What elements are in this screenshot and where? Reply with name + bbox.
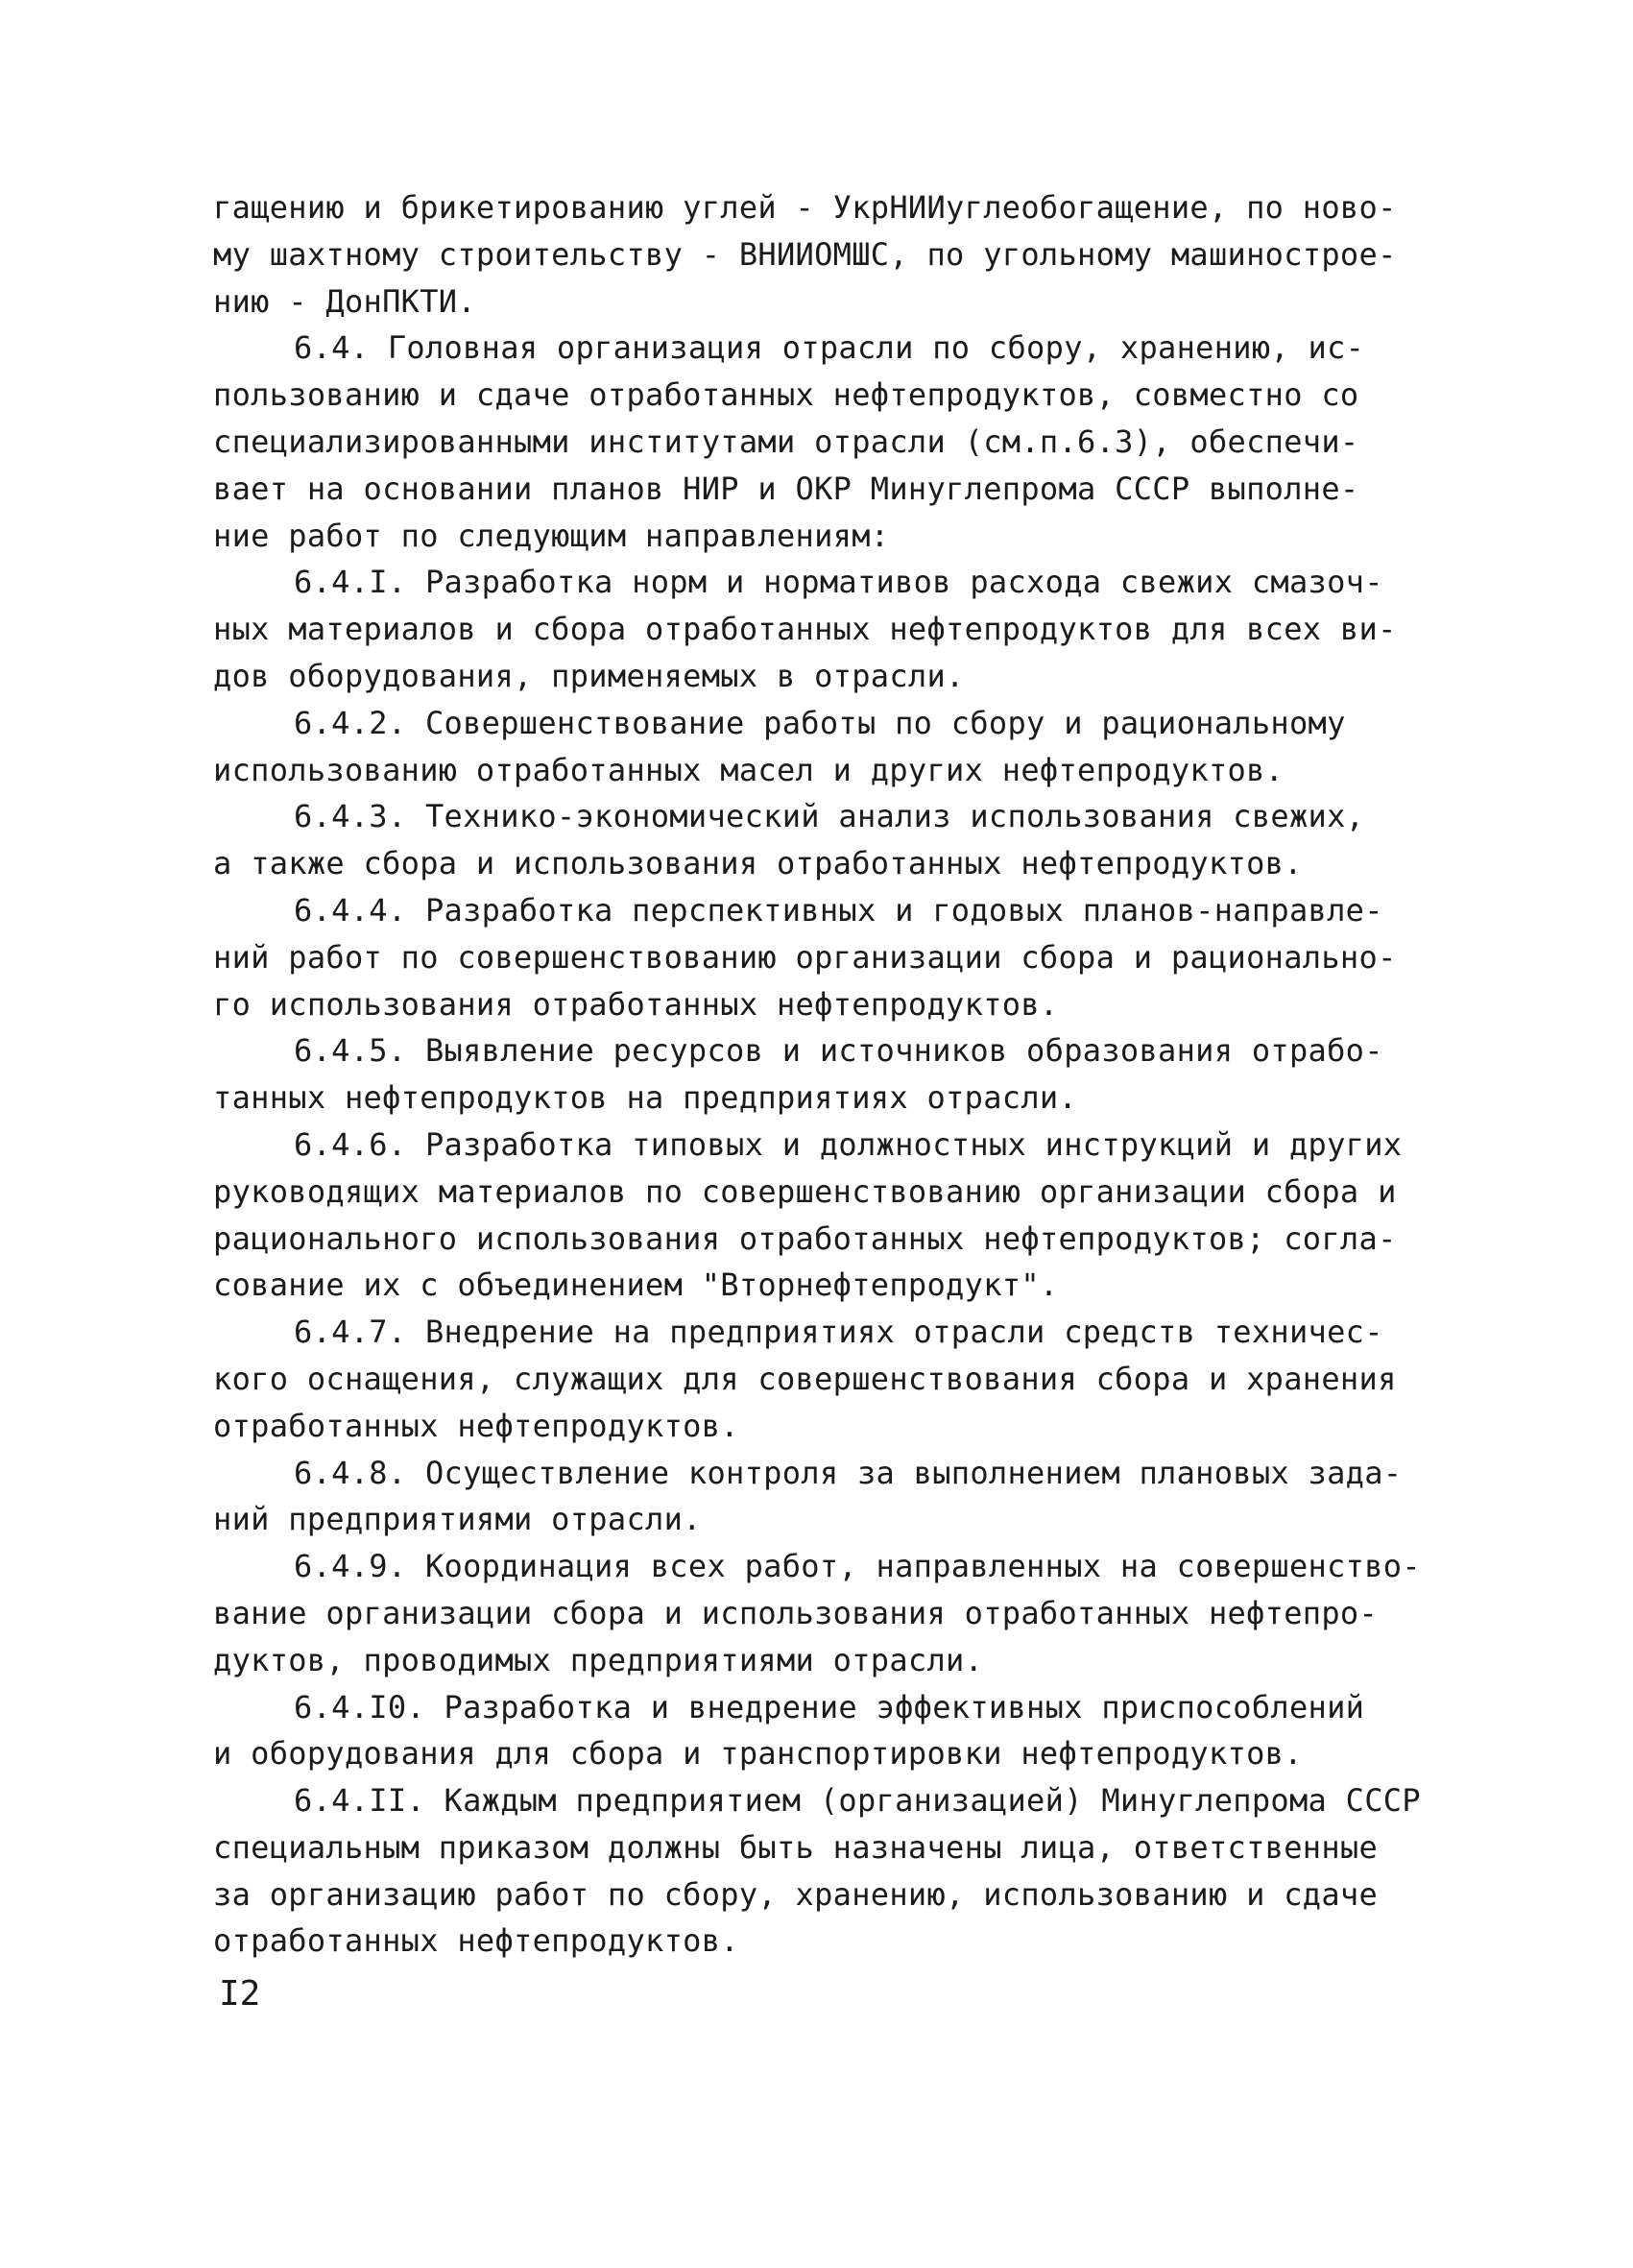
text-line: использованию отработанных масел и других нефтепродуктов. xyxy=(213,751,1285,788)
paragraph-first-line: 6.4.II. Каждым предприятием (организацией) Минуглепрома СССР xyxy=(294,1782,1421,1820)
text-line: сование их с объединением "Вторнефтепродукт". xyxy=(213,1267,1059,1304)
text-line: пользованию и сдаче отработанных нефтепродуктов, совместно со xyxy=(213,376,1359,414)
paragraph-first-line: 6.4. Головная организация отрасли по сбору, хранению, ис- xyxy=(294,329,1365,367)
paragraph-first-line: 6.4.6. Разработка типовых и должностных инструкций и других xyxy=(294,1125,1403,1163)
page-number: I2 xyxy=(219,1974,261,2014)
text-line: отработанных нефтепродуктов. xyxy=(213,1922,739,1960)
paragraph-first-line: 6.4.9. Координация всех работ, направленных на совершенство- xyxy=(294,1548,1421,1585)
text-line: вание организации сбора и использования отработанных нефтепро- xyxy=(213,1594,1379,1631)
paragraph-first-line: 6.4.4. Разработка перспективных и годовых планов-направле- xyxy=(294,891,1383,929)
text-line: а также сбора и использования отработанных нефтепродуктов. xyxy=(213,845,1303,882)
paragraph-first-line: 6.4.I. Разработка норм и нормативов расхода свежих смазоч- xyxy=(294,564,1383,601)
paragraph-first-line: 6.4.2. Совершенствование работы по сбору и рациональному xyxy=(294,704,1346,741)
text-line: ние работ по следующим направлениям: xyxy=(213,517,890,554)
paragraph-first-line: 6.4.8. Осуществление контроля за выполнением плановых зада- xyxy=(294,1454,1403,1491)
text-line: му шахтному строительству - ВНИИОМШС, по угольному машинострое- xyxy=(213,235,1397,273)
text-line: ний предприятиями отрасли. xyxy=(213,1501,702,1538)
text-line: кого оснащения, служащих для совершенствования сбора и хранения xyxy=(213,1360,1397,1397)
paragraph-first-line: 6.4.I0. Разработка и внедрение эффективных приспособлений xyxy=(294,1688,1365,1725)
body-text xyxy=(213,184,1452,1965)
text-line: отработанных нефтепродуктов. xyxy=(213,1407,739,1444)
text-line: танных нефтепродуктов на предприятиях отрасли. xyxy=(213,1079,1078,1117)
text-line: за организацию работ по сбору, хранению, использованию и сдаче xyxy=(213,1875,1379,1913)
text-line: гащению и брикетированию углей - УкрНИИуглеобогащение, по ново- xyxy=(213,189,1397,226)
paragraph-first-line: 6.4.5. Выявление ресурсов и источников образования отрабо- xyxy=(294,1032,1383,1070)
paragraph-first-line: 6.4.7. Внедрение на предприятиях отрасли средств техничес- xyxy=(294,1314,1383,1351)
text-line: вает на основании планов НИР и ОКР Минуглепрома СССР выполне- xyxy=(213,470,1359,507)
paragraph-first-line: 6.4.3. Технико-экономический анализ использования свежих, xyxy=(294,798,1365,835)
text-line: го использования отработанных нефтепродуктов. xyxy=(213,985,1059,1023)
text-line: специальным приказом должны быть назначены лица, ответственные xyxy=(213,1828,1379,1866)
text-line: ных материалов и сбора отработанных нефтепродуктов для всех ви- xyxy=(213,611,1397,648)
text-line: специализированными институтами отрасли (см.п.6.3), обеспечи- xyxy=(213,422,1359,460)
text-line: дуктов, проводимых предприятиями отрасли. xyxy=(213,1641,984,1678)
text-line: ний работ по совершенствованию организации сбора и рационально- xyxy=(213,938,1397,976)
text-line: и оборудования для сбора и транспортировки нефтепродуктов. xyxy=(213,1735,1303,1773)
text-line: руководящих материалов по совершенствованию организации сбора и xyxy=(213,1172,1397,1210)
text-line: дов оборудования, применяемых в отрасли. xyxy=(213,657,965,694)
text-line: нию - ДонПКТИ. xyxy=(213,282,476,320)
text-line: рационального использования отработанных нефтепродуктов; согла- xyxy=(213,1219,1397,1257)
